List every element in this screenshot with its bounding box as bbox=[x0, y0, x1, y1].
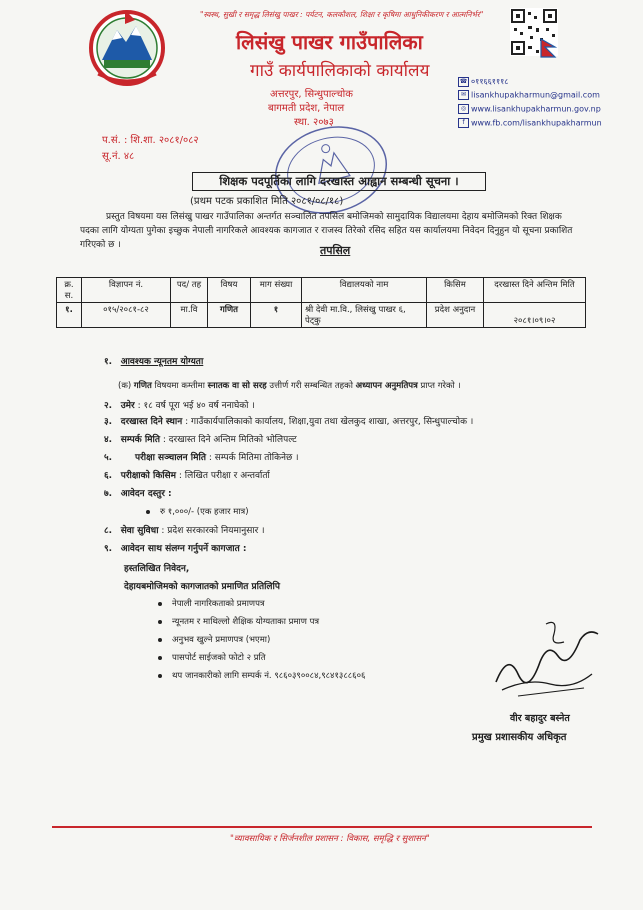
bullet-icon bbox=[158, 620, 162, 624]
phone-icon: ☎ bbox=[459, 77, 468, 85]
vacancy-table bbox=[56, 277, 586, 328]
address-line-2: बागमती प्रदेश, नेपाल bbox=[268, 103, 345, 114]
established-year: स्था. २०७३ bbox=[294, 117, 334, 128]
requirement-item-6: ६. परीक्षाको किसिम : लिखित परीक्षा र अन्तर्वार्ता bbox=[104, 471, 270, 481]
list-item: न्यूनतम र माथिल्लो शैक्षिक योग्यताका प्रमाण पत्र bbox=[158, 616, 319, 627]
header-cell-demand: माग संख्या bbox=[251, 278, 302, 303]
contact-phone: ☎ ०११६६१११८ bbox=[459, 77, 509, 86]
globe-icon: ◎ bbox=[458, 104, 469, 114]
documents-line-1: हस्तलिखित निवेदन, bbox=[124, 564, 190, 574]
table-heading: तपसिल bbox=[320, 244, 351, 257]
signer-name: वीर बहादुर बस्नेत bbox=[510, 713, 570, 724]
cell-deadline: २०८१।०९।०२ bbox=[484, 303, 586, 328]
table-row bbox=[57, 303, 586, 328]
table-header-row bbox=[57, 278, 586, 303]
handwritten-signature bbox=[488, 612, 606, 698]
signer-title: प्रमुख प्रशासकीय अधिकृत bbox=[472, 732, 567, 743]
cell-school: श्री देवी मा.वि., लिसंखु पाखर ६, पेट्कु bbox=[302, 303, 427, 328]
footer-slogan: "व्यावसायिक र सिर्जनशील प्रशासन : विकास, समृद्धि र सुशासन" bbox=[230, 834, 430, 844]
email-icon: ✉ bbox=[458, 90, 469, 100]
cell-type: प्रदेश अनुदान bbox=[427, 303, 484, 328]
org-name: लिसंखु पाखर गाउँपालिका bbox=[236, 30, 423, 54]
requirement-item-3: ३. दरखास्त दिने स्थान : गाउँकार्यपालिकाको कार्यालय, शिक्षा,युवा तथा खेलकुद शाखा, अत्तरपुर, सिन्धुपाल्चोक । bbox=[104, 417, 474, 427]
header-cell-level: पद/ तह bbox=[171, 278, 208, 303]
notice-subtitle: (प्रथम पटक प्रकाशित मिति २०८१/०८/१८) bbox=[190, 196, 344, 207]
bullet-icon bbox=[158, 602, 162, 606]
list-item: थप जानकारीको लागि सम्पर्क नं. ९८६०३९००८४,९८४१३८८६०६ bbox=[158, 670, 365, 681]
contact-facebook[interactable]: f www.fb.com/lisankhupakharmun bbox=[458, 118, 602, 128]
header-cell-school: विद्यालयको नाम bbox=[302, 278, 427, 303]
header-cell-subject: विषय bbox=[208, 278, 251, 303]
intro-paragraph: प्रस्तुत विषयमा यस लिसंखु पाखर गाउँपालिका अन्तर्गत सञ्चालित तपसिल बमोजिमको सामुदायिक विद्यालयमा देहाय बमोजिमको रिक्त शिक्षक पदका लागि योग्यता पुगेका इच्छुक नेपाली नागरिकले आवश्यक कागजात र राजस्व तिरेको रसिद सहित यस कार्यालयमा निवेदन दिनुहुन यो सूचना प्रकाशित गरिएको छ । bbox=[80, 212, 573, 250]
bullet-icon bbox=[158, 674, 162, 678]
fee-amount: रु १,०००/- (एक हजार मात्र) bbox=[146, 506, 249, 517]
requirement-item-5: ५. परीक्षा सञ्चालन मिति : सम्पर्क मितिमा तोकिनेछ । bbox=[104, 453, 299, 463]
requirement-item-9: ९. आवेदन साथ संलग्न गर्नुपर्ने कागजात : bbox=[104, 544, 247, 554]
cell-subject: गणित bbox=[208, 303, 251, 328]
footer-divider bbox=[52, 826, 592, 828]
cell-ad-number: ०१५/२०८१-८२ bbox=[82, 303, 171, 328]
address-line-1: अत्तरपुर, सिन्धुपाल्चोक bbox=[270, 89, 353, 100]
bullet-icon bbox=[158, 656, 162, 660]
requirement-item-4: ४. सम्पर्क मिति : दरखास्त दिने अन्तिम मितिको भोलिपल्ट bbox=[104, 435, 297, 445]
contact-email[interactable]: ✉ lisankhupakharmun@gmail.com bbox=[458, 90, 600, 100]
header-motto: "स्वस्थ, सुखी र समृद्ध लिसंखु पाखर : पर्यटन, कलकौशल, शिक्षा र कृषिमा आधुनिकीकरण र आत्मनिर्भर" bbox=[200, 10, 484, 19]
list-item: अनुभव खुल्ने प्रमाणपत्र (भएमा) bbox=[158, 634, 270, 645]
requirement-item-1: १. आवश्यक न्यूनतम योग्यता bbox=[104, 357, 204, 367]
header-cell-deadline: दरखास्त दिने अन्तिम मिति bbox=[484, 278, 586, 303]
notice-number: सू.नं. ४८ bbox=[102, 151, 135, 162]
facebook-icon: f bbox=[458, 118, 469, 128]
list-item: पासपोर्ट साईजको फोटो २ प्रति bbox=[158, 652, 266, 663]
nepal-emblem-logo bbox=[84, 8, 170, 88]
reference-number: प.सं. : शि.शा. २०८१/०८२ bbox=[102, 135, 199, 146]
list-item: नेपाली नागरिकताको प्रमाणपत्र bbox=[158, 598, 265, 609]
office-name: गाउँ कार्यपालिकाको कार्यालय bbox=[250, 61, 430, 81]
header-cell-serial: क्र. स. bbox=[57, 278, 82, 303]
cell-demand: १ bbox=[251, 303, 302, 328]
header-cell-ad-number: विज्ञापन नं. bbox=[82, 278, 171, 303]
requirement-item-2: २. उमेर : १८ वर्ष पूरा भई ४० वर्ष ननाघेको । bbox=[104, 401, 255, 411]
contact-website[interactable]: ◎ www.lisankhupakharmun.gov.np bbox=[458, 104, 601, 114]
requirement-item-1-detail: (क) गणित विषयमा कम्तीमा स्नातक वा सो सरह उत्तीर्ण गरी सम्बन्धित तहको अध्यापन अनुमतिपत्र प्राप्त गरेको । bbox=[118, 381, 461, 391]
header-cell-type: किसिम bbox=[427, 278, 484, 303]
requirement-item-7: ७. आवेदन दस्तुर : bbox=[104, 489, 172, 499]
documents-line-2: देहायबमोजिमको कागजातको प्रमाणित प्रतिलिपि bbox=[124, 582, 280, 592]
nepal-flag-icon bbox=[538, 38, 558, 58]
cell-level: मा.वि bbox=[171, 303, 208, 328]
bullet-icon bbox=[158, 638, 162, 642]
notice-title: शिक्षक पदपूर्तिका लागि दरखास्त आह्वान सम्बन्धी सूचना । bbox=[192, 172, 486, 191]
bullet-icon bbox=[146, 510, 150, 514]
cell-serial: १. bbox=[57, 303, 82, 328]
requirement-item-8: ८. सेवा सुविधा : प्रदेश सरकारको नियमानुसार । bbox=[104, 526, 265, 536]
